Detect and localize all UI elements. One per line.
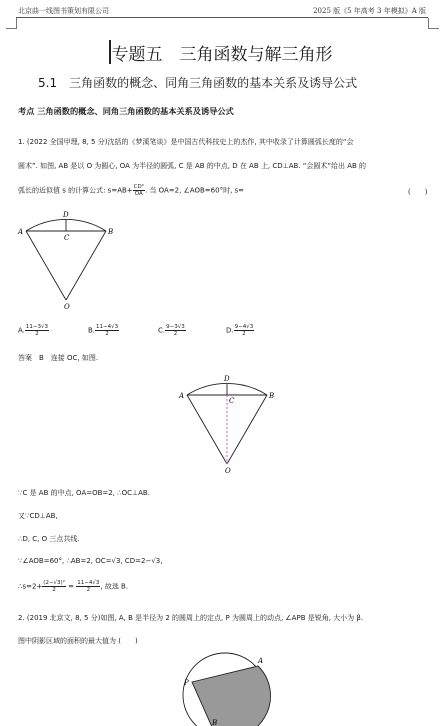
- header-rule: [16, 17, 428, 18]
- q1-figure-radius-ob: [66, 231, 106, 300]
- q1-formula-suffix: . 当 OA=2, ∠AOB=60°时, s=: [144, 186, 245, 195]
- crop-mark-top-right: [428, 18, 439, 29]
- q1-label-b: B: [108, 228, 114, 236]
- header-publisher: 北京曲一线图书策划有限公司: [18, 7, 109, 15]
- q2-label-a: A: [258, 657, 264, 665]
- q1-label-d: D: [63, 211, 69, 219]
- answer-label-c: C: [229, 397, 235, 405]
- q2-label-p: P: [184, 679, 189, 687]
- q2-figure: [178, 648, 278, 726]
- q1-line-1: 1. (2022 全国甲理, 8, 5 分)沈括的《梦溪笔谈》是中国古代科技史上的杰作, 其中收录了计算圆弧长度的“会: [18, 138, 354, 146]
- answer-figure-radius-ob: [227, 395, 267, 464]
- q1-formula-fraction: $\frac{\text{CD²}}{OA}$: [133, 184, 144, 197]
- knowledge-point-title: 考点 三角函数的概念、同角三角函数的基本关系及诱导公式: [18, 106, 234, 116]
- q1-figure-radius-oa: [26, 231, 66, 300]
- answer-fraction-2: $\frac{11-4√3}{2}$: [77, 580, 100, 593]
- q1-formula-prefix: 弧长的近似值 s 的计算公式: s=AB+: [18, 186, 133, 195]
- answer-line-1: ∵C 是 AB 的中点, OA=OB=2, ∴OC⊥AB.: [18, 489, 150, 497]
- q1-line-2: 圆术”. 如图, AB 是以 O 为圆心, OA 为半径的圆弧, C 是 AB 的中点, D 在 AB 上, CD⊥AB. “会圆术”给出 AB 的: [18, 162, 367, 170]
- answer-head: 答案 B 连接 OC, 如图.: [18, 354, 99, 362]
- answer-figure-radius-oa: [187, 395, 227, 464]
- header-edition: 2025 版《5 年高考 3 年模拟》A 版: [313, 7, 426, 15]
- answer-label-a: A: [179, 392, 185, 400]
- q1-option-b[interactable]: B. $\frac{11-4√3}{2}$: [88, 324, 119, 337]
- q2-line-1: 2. (2019 北京文, 8, 5 分)如图, A, B 是半径为 2 的圆周上的定点, P 为圆周上的动点, ∠APB 是锐角, 大小为 β.: [18, 614, 364, 622]
- section-title: 5.1 三角函数的概念、同角三角函数的基本关系及诱导公式: [38, 76, 358, 90]
- answer-label-b: B: [269, 392, 275, 400]
- q1-option-d[interactable]: D. $\frac{9-4√3}{2}$: [226, 324, 254, 337]
- q1-label-c: C: [64, 234, 70, 242]
- q1-label-o: O: [64, 303, 70, 311]
- q1-line-3: [18, 184, 244, 197]
- answer-line-2: 又∵CD⊥AB,: [18, 512, 58, 520]
- q1-label-a: A: [18, 228, 24, 236]
- q1-figure: [14, 206, 124, 312]
- answer-label-d: D: [224, 375, 230, 383]
- answer-figure: [150, 370, 280, 476]
- answer-line-4: ∵∠AOB=60°, ∴AB=2, OC=√3, CD=2−√3,: [18, 557, 163, 565]
- chapter-title: 专题五 三角函数与解三角形: [111, 45, 333, 65]
- q2-label-b: B: [212, 719, 218, 726]
- answer-line-5: ∴s=2+ $\frac{\text{(2−√3)²}}{2}$ = $\frac{11-4√3}{2}$ , 故选 B.: [18, 580, 129, 593]
- q1-answer-blank: ( ): [408, 188, 428, 196]
- crop-mark-top-left: [6, 18, 17, 29]
- answer-line-3: ∴D, C, O 三点共线.: [18, 535, 80, 543]
- q2-figure-shaded-region: [192, 666, 271, 726]
- answer-fraction-1: $\frac{\text{(2−√3)²}}{2}$: [43, 580, 65, 593]
- q2-line-2: 图中阴影区域的面积的最大值为 ( ): [18, 637, 138, 645]
- answer-label-o: O: [225, 467, 231, 475]
- q1-option-c[interactable]: C. $\frac{9-3√3}{2}$: [158, 324, 185, 337]
- q1-option-a[interactable]: A. $\frac{11-3√3}{2}$: [18, 324, 49, 337]
